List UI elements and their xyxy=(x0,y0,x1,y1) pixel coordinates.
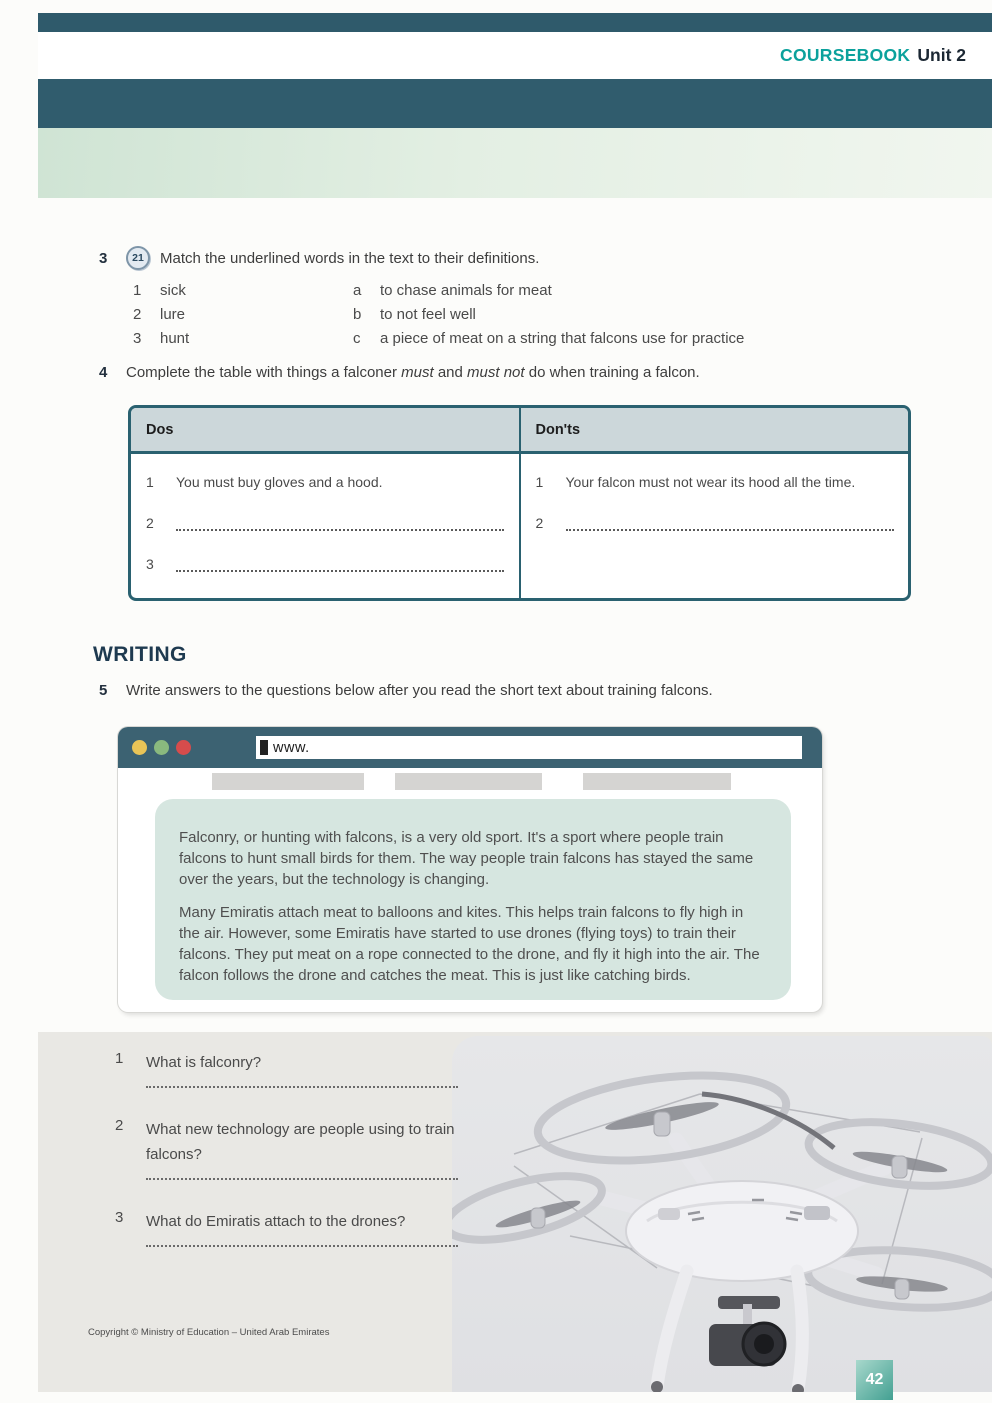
donts-cell xyxy=(519,454,909,598)
writing-questions xyxy=(115,1050,463,1276)
drone-illustration xyxy=(452,1036,992,1392)
audio-track-number: 21 xyxy=(132,252,144,264)
row-number: 1 xyxy=(535,474,544,490)
question-number: 2 xyxy=(115,1117,124,1134)
table-row xyxy=(536,515,895,531)
question-text: What do Emiratis attach to the drones? xyxy=(146,1213,406,1230)
mint-band xyxy=(38,128,992,198)
definition-text[interactable]: to chase animals for meat xyxy=(380,282,552,299)
match-row xyxy=(133,306,939,323)
donts-column-header: Don'ts xyxy=(519,408,909,451)
dos-donts-table xyxy=(128,405,911,601)
match-row xyxy=(133,330,939,347)
word[interactable]: sick xyxy=(160,282,186,299)
question-number: 1 xyxy=(115,1050,124,1067)
exercise-4 xyxy=(99,364,959,381)
instruction-part: do when training a falcon. xyxy=(524,364,700,381)
browser-window xyxy=(118,727,822,1012)
nav-placeholder-bar xyxy=(212,773,364,790)
row-number: 2 xyxy=(535,515,544,531)
dos-column-header: Dos xyxy=(146,421,174,438)
answer-line[interactable] xyxy=(146,1178,458,1180)
scan-left-margin xyxy=(0,0,38,1403)
instruction-italic: must xyxy=(401,364,434,381)
unit-label: Unit 2 xyxy=(917,45,966,65)
dos-answer-line-3[interactable] xyxy=(176,558,504,572)
row-number: 2 xyxy=(146,515,154,531)
exercise-3-number: 3 xyxy=(99,249,108,267)
article-box xyxy=(155,799,791,1000)
donts-answer-line-2[interactable] xyxy=(566,517,894,531)
definition-letter: b xyxy=(353,306,362,323)
question-text: What new technology are people using to train falcons? xyxy=(146,1121,455,1163)
article-paragraph: Falconry, or hunting with falcons, is a very old sport. It's a sport where people train falcons to hunt small birds for them. The way people train falcons has stayed the same over the years, but the technology is changing. xyxy=(179,829,754,888)
window-control-green-icon[interactable] xyxy=(154,740,169,755)
table-header-row xyxy=(131,408,908,454)
table-row xyxy=(146,556,505,572)
matching-list xyxy=(133,282,939,347)
word-number: 2 xyxy=(133,306,142,323)
window-control-yellow-icon[interactable] xyxy=(132,740,147,755)
word[interactable]: lure xyxy=(160,306,186,323)
copyright-notice: Copyright © Ministry of Education – United Arab Emirates xyxy=(88,1327,330,1338)
word-number: 1 xyxy=(133,282,142,299)
nav-placeholder-bar xyxy=(395,773,542,790)
word-number: 3 xyxy=(133,330,142,347)
table-row xyxy=(146,474,505,490)
table-row xyxy=(146,515,505,531)
top-band xyxy=(38,13,992,32)
question-block xyxy=(115,1209,463,1247)
page-number-badge: 42 xyxy=(856,1360,893,1400)
question-block xyxy=(115,1050,463,1088)
article-paragraph: Many Emiratis attach meat to balloons and kites. This helps train falcons to fly high in the air. However, some Emiratis have started to use drones (flying toys) to train their falcons. They put meat on a rope connected to the drone, and fly it high into the air. The falcon follows the drone and catches the meat. This is just like catching birds. xyxy=(179,904,760,984)
page-header xyxy=(780,32,966,79)
dark-teal-band xyxy=(38,79,992,128)
answer-line[interactable] xyxy=(146,1245,458,1247)
exercise-5 xyxy=(99,682,959,699)
row-number: 1 xyxy=(146,474,154,490)
table-body xyxy=(131,454,908,598)
question-text: What is falconry? xyxy=(146,1054,262,1071)
question-block xyxy=(115,1117,463,1180)
exercise-3-instruction: Match the underlined words in the text to their definitions. xyxy=(160,249,540,267)
definition-letter: a xyxy=(353,282,362,299)
writing-section-heading: WRITING xyxy=(93,643,187,666)
exercise-4-instruction xyxy=(126,364,700,381)
donts-item-text: Your falcon must not wear its hood all the time. xyxy=(565,474,856,490)
instruction-part: and xyxy=(433,364,468,381)
definition-text[interactable]: a piece of meat on a string that falcons use for practice xyxy=(380,330,745,347)
text-cursor-icon xyxy=(260,740,268,755)
instruction-part: Complete the table with things a falconer xyxy=(126,364,402,381)
dos-item-text: You must buy gloves and a hood. xyxy=(176,474,383,490)
match-row xyxy=(133,282,939,299)
answer-line[interactable] xyxy=(146,1086,458,1088)
word[interactable]: hunt xyxy=(160,330,190,347)
definition-letter: c xyxy=(353,330,361,347)
exercise-5-number: 5 xyxy=(99,682,108,699)
exercise-4-number: 4 xyxy=(99,364,108,381)
window-control-red-icon[interactable] xyxy=(176,740,191,755)
browser-titlebar xyxy=(118,727,822,768)
address-bar[interactable] xyxy=(256,736,802,759)
address-text: www. xyxy=(273,739,310,756)
audio-track-icon[interactable] xyxy=(126,246,150,270)
coursebook-label: COURSEBOOK xyxy=(780,45,911,65)
table-row xyxy=(536,474,895,490)
nav-placeholder-bar xyxy=(583,773,731,790)
exercise-5-instruction: Write answers to the questions below after you read the short text about training falcons. xyxy=(126,682,713,699)
header-band xyxy=(38,32,992,79)
question-number: 3 xyxy=(115,1209,124,1226)
dos-cell xyxy=(131,454,519,598)
dos-answer-line-2[interactable] xyxy=(176,517,504,531)
drone-photo xyxy=(452,1036,992,1392)
exercise-3 xyxy=(99,246,939,354)
definition-text[interactable]: to not feel well xyxy=(380,306,476,323)
row-number: 3 xyxy=(146,556,154,572)
instruction-italic: must not xyxy=(467,364,525,381)
